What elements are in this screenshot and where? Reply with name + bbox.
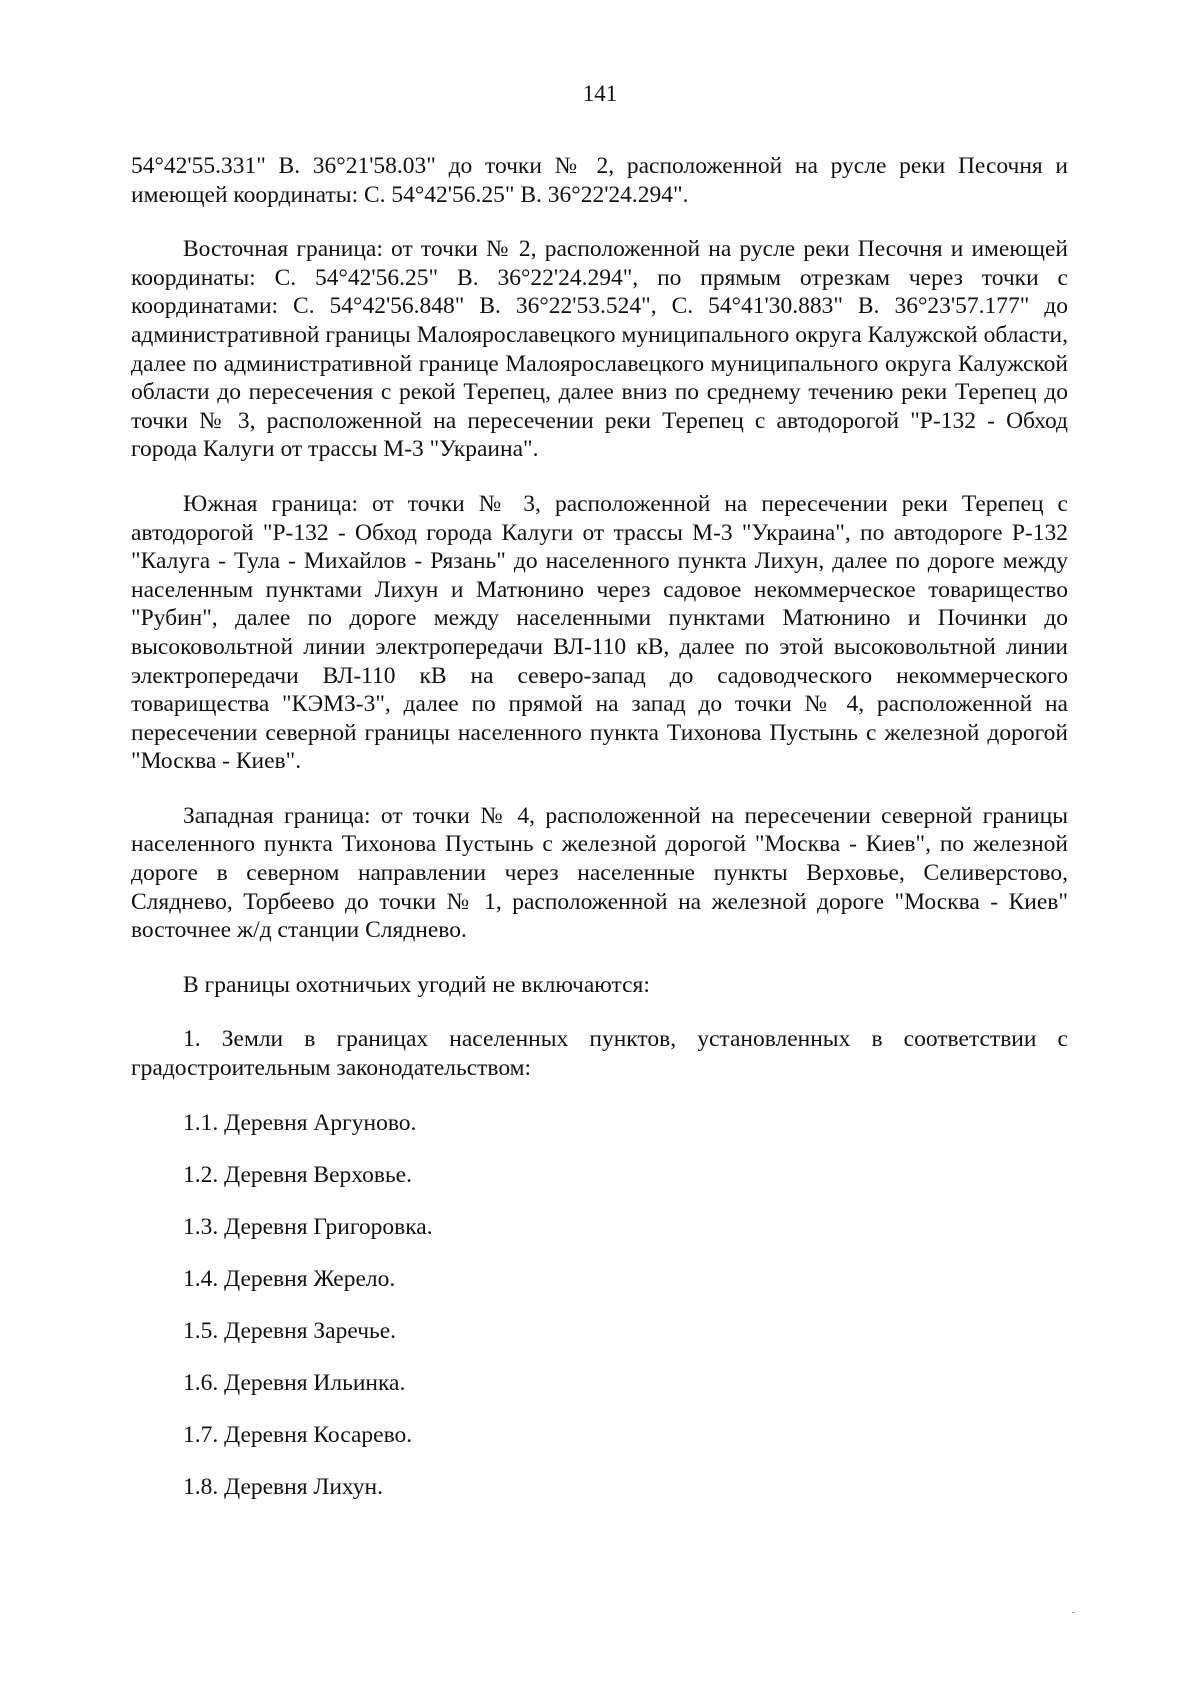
scan-artifact-mark bbox=[1072, 1612, 1075, 1613]
list-item: 1.7. Деревня Косарево. bbox=[183, 1421, 413, 1448]
paragraph-south-border: Южная граница: от точки № 3, расположенной на пересечении реки Терепец с автодорогой "Р-132 - Обход города Калуги от трассы М-3 "Украина", по автодороге Р-132 "Калуга - Тула - Михайлов - Рязань" до населенного пункта Лихун, далее по дороге между населенным пунктами Лихун и Матюнино через садовое некоммерческое товарищество "Рубин", далее по дороге между населенными пунктами Матюнино и Починки до высоковольтной линии электропередачи ВЛ-110 кВ, далее по этой высоковольтной линии электропередачи ВЛ-110 кВ на северо-запад до садоводческого некоммерческого товарищества "КЭМЗ-3", далее по прямой на запад до точки № 4, расположенной на пересечении северной границы населенного пункта Тихонова Пустынь с железной дорогой "Москва - Киев". bbox=[131, 490, 1068, 775]
list-item: 1.3. Деревня Григоровка. bbox=[183, 1213, 433, 1240]
paragraph-excluded-intro: В границы охотничьих угодий не включаются: bbox=[183, 971, 650, 998]
document-body bbox=[131, 152, 1068, 1501]
list-item: 1.2. Деревня Верховье. bbox=[183, 1161, 412, 1188]
paragraph-lands: 1. Земли в границах населенных пунктов, установленных в соответствии с градостроительным законодательством: bbox=[131, 1026, 1068, 1082]
paragraph-east-border: Восточная граница: от точки № 2, расположенной на русле реки Песочня и имеющей координаты: С. 54°42'56.25" В. 36°22'24.294", по прямым отрезкам через точки с координатами: С. 54°42'56.848" В. 36°22'53.524", С. 54°41'30.883" В. 36°23'57.177" до административной границы Малоярославецкого муниципального округа Калужской области, далее по административной границе Малоярославецкого муниципального округа Калужской области до пересечения с рекой Терепец, далее вниз по среднему течению реки Терепец до точки № 3, расположенной на пересечении реки Терепец с автодорогой "Р-132 - Обход города Калуги от трассы М-3 "Украина". bbox=[131, 236, 1068, 463]
list-item: 1.4. Деревня Жерело. bbox=[183, 1265, 396, 1292]
paragraph-continuation: 54°42'55.331" В. 36°21'58.03" до точки № 2, расположенной на русле реки Песочня и имеющей координаты: С. 54°42'56.25" В. 36°22'24.294". bbox=[131, 153, 1068, 208]
village-list bbox=[131, 1109, 1068, 1501]
list-item: 1.5. Деревня Заречье. bbox=[183, 1317, 397, 1344]
list-item: 1.1. Деревня Аргуново. bbox=[183, 1109, 417, 1136]
page-number: 141 bbox=[582, 81, 618, 106]
list-item: 1.6. Деревня Ильинка. bbox=[183, 1369, 406, 1396]
list-item: 1.8. Деревня Лихун. bbox=[183, 1473, 383, 1500]
paragraph-west-border: Западная граница: от точки № 4, расположенной на пересечении северной границы населенного пункта Тихонова Пустынь с железной дорогой "Москва - Киев", по железной дороге в северном направлении через населенные пункты Верховье, Селиверстово, Сляднево, Торбеево до точки № 1, расположенной на железной дороге "Москва - Киев" восточнее ж/д станции Сляднево. bbox=[131, 802, 1068, 944]
